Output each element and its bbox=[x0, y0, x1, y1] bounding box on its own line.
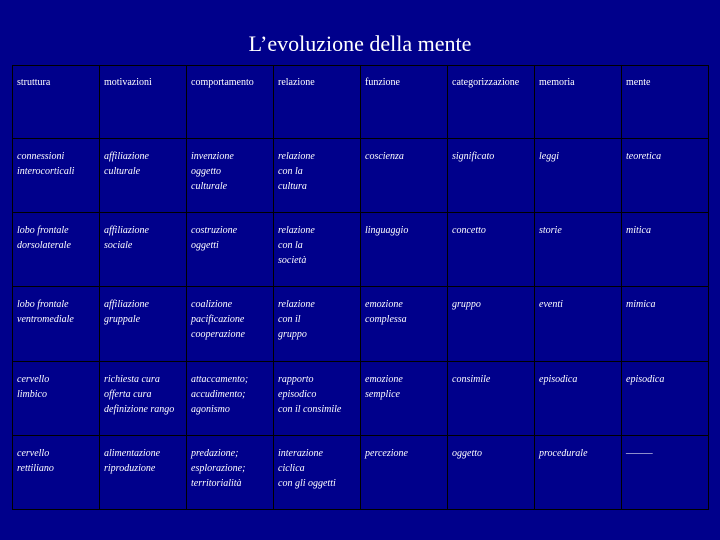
header-cell-comportamento: comportamento bbox=[187, 66, 274, 139]
table-cell: linguaggio bbox=[361, 213, 448, 287]
table-cell: rapporto episodico con il consimile bbox=[274, 361, 361, 435]
table-cell: cervello limbico bbox=[13, 361, 100, 435]
table-cell: eventi bbox=[535, 287, 622, 361]
table-cell: episodica bbox=[622, 361, 709, 435]
header-cell-motivazioni: motivazioni bbox=[100, 66, 187, 139]
header-cell-categorizzazione: categorizzazione bbox=[448, 66, 535, 139]
header-cell-memoria: memoria bbox=[535, 66, 622, 139]
table-cell: consimile bbox=[448, 361, 535, 435]
table-cell: cervello rettiliano bbox=[13, 435, 100, 509]
table-cell: predazione; esplorazione; territorialità bbox=[187, 435, 274, 509]
header-cell-funzione: funzione bbox=[361, 66, 448, 139]
table-cell: emozione complessa bbox=[361, 287, 448, 361]
table-cell: invenzione oggetto culturale bbox=[187, 139, 274, 213]
header-cell-mente: mente bbox=[622, 66, 709, 139]
table-cell: emozione semplice bbox=[361, 361, 448, 435]
table-cell: ——— bbox=[622, 435, 709, 509]
table-row bbox=[13, 287, 709, 361]
table-cell: affiliazione culturale bbox=[100, 139, 187, 213]
header-cell-relazione: relazione bbox=[274, 66, 361, 139]
table-row bbox=[13, 435, 709, 509]
table-row bbox=[13, 139, 709, 213]
table-cell: attaccamento; accudimento; agonismo bbox=[187, 361, 274, 435]
table-cell: gruppo bbox=[448, 287, 535, 361]
table-cell: connessioni interocorticali bbox=[13, 139, 100, 213]
table-cell: storie bbox=[535, 213, 622, 287]
table-row bbox=[13, 361, 709, 435]
table-cell: affiliazione sociale bbox=[100, 213, 187, 287]
table-cell: lobo frontale ventromediale bbox=[13, 287, 100, 361]
table-cell: richiesta cura offerta cura definizione rango bbox=[100, 361, 187, 435]
table-cell: lobo frontale dorsolaterale bbox=[13, 213, 100, 287]
table-cell: procedurale bbox=[535, 435, 622, 509]
table-cell: concetto bbox=[448, 213, 535, 287]
header-cell-struttura: struttura bbox=[13, 66, 100, 139]
table-cell: mitica bbox=[622, 213, 709, 287]
table-cell: coscienza bbox=[361, 139, 448, 213]
table-cell: teoretica bbox=[622, 139, 709, 213]
table-cell: oggetto bbox=[448, 435, 535, 509]
slide-title: L’evoluzione della mente bbox=[248, 31, 472, 56]
table-cell: affiliazione gruppale bbox=[100, 287, 187, 361]
table-cell: episodica bbox=[535, 361, 622, 435]
evolution-table bbox=[12, 65, 709, 510]
table-cell: relazione con il gruppo bbox=[274, 287, 361, 361]
table-cell: costruzione oggetti bbox=[187, 213, 274, 287]
table-cell: alimentazione riproduzione bbox=[100, 435, 187, 509]
table-cell: significato bbox=[448, 139, 535, 213]
table-row bbox=[13, 213, 709, 287]
table-cell: coalizione pacificazione cooperazione bbox=[187, 287, 274, 361]
table-cell: percezione bbox=[361, 435, 448, 509]
table-cell: mimica bbox=[622, 287, 709, 361]
table-cell: interazione ciclica con gli oggetti bbox=[274, 435, 361, 509]
table-cell: leggi bbox=[535, 139, 622, 213]
table-cell: relazione con la cultura bbox=[274, 139, 361, 213]
table-header-row bbox=[13, 66, 709, 139]
table-cell: relazione con la società bbox=[274, 213, 361, 287]
